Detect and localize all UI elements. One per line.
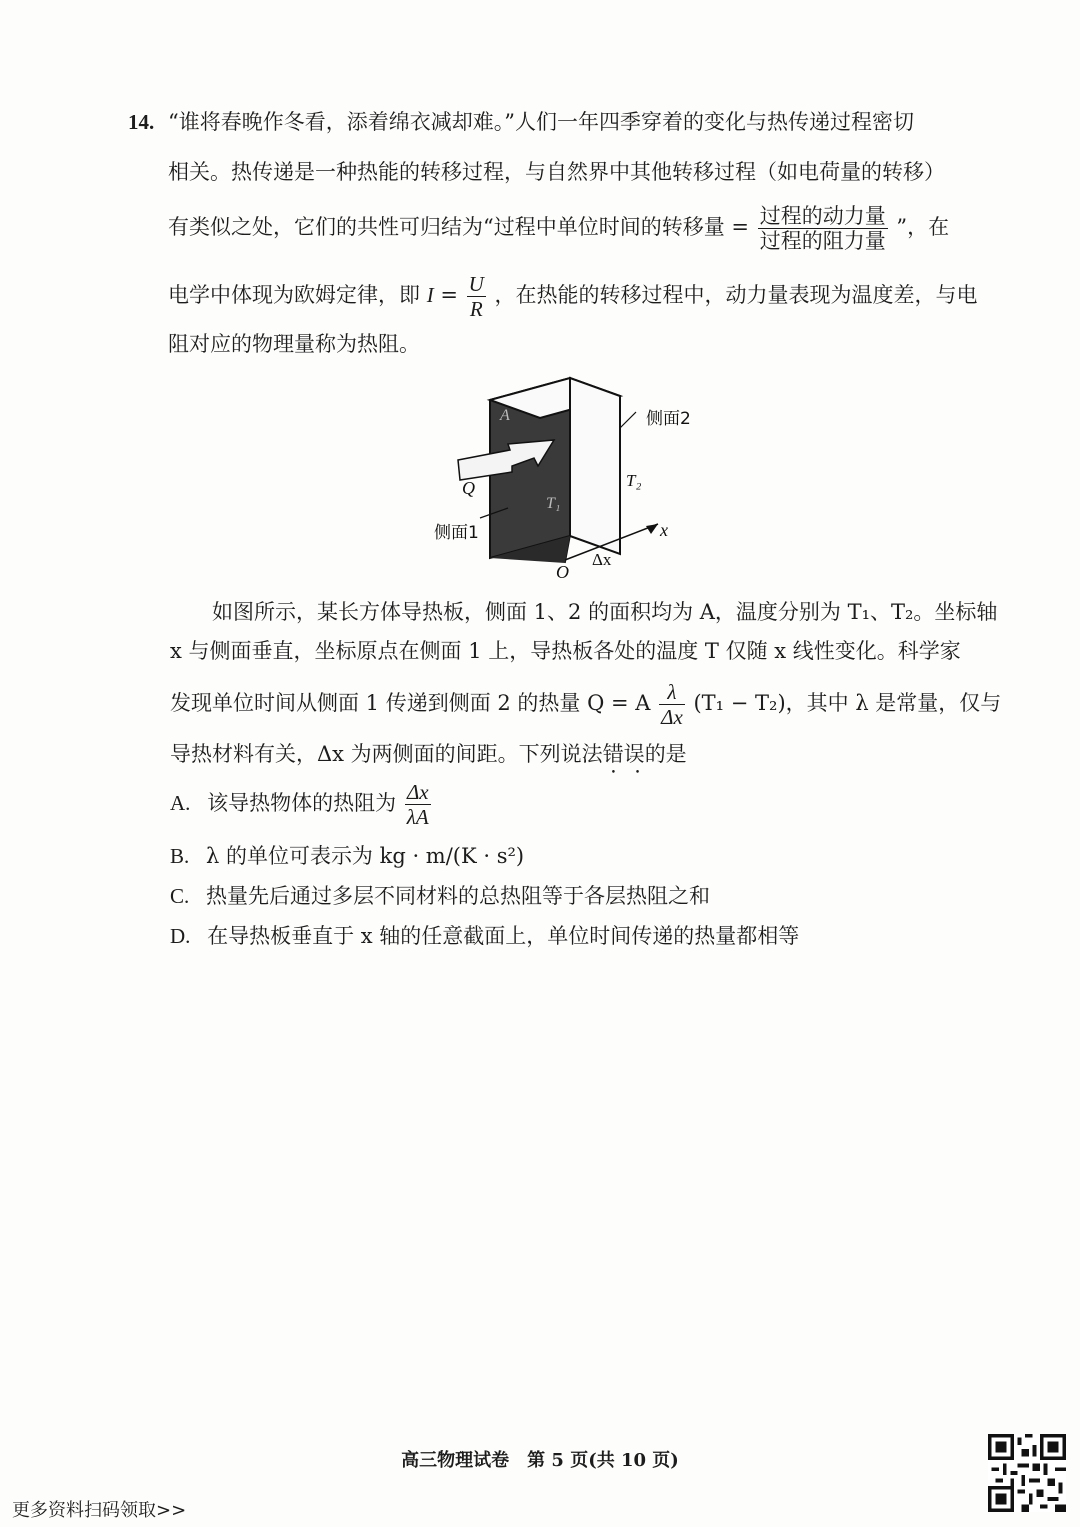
option-b-text: λ 的单位可表示为 kg · m/(K · s²) [205,844,525,868]
option-a[interactable] [170,780,433,829]
area-label: A [500,407,510,424]
option-a-text: 该导热物体的热阻为 [207,791,397,815]
option-c-label: C. [170,884,190,908]
transfer-fraction [758,204,888,253]
emphasis-word: 错误 • • [603,742,645,766]
line3-suffix: (T₁ − T₂)，其中 λ 是常量，仅与 [693,691,1002,715]
x-label: x [660,520,668,540]
equals-sign: = [440,283,458,307]
resistance-symbol: R [469,297,483,321]
t1-label: T₁ [546,495,561,512]
lambda-symbol: λ [659,680,685,705]
option-d[interactable] [170,920,799,950]
thermal-resistance-fraction [405,780,431,829]
option-d-text: 在导热板垂直于 x 轴的任意截面上，单位时间传递的热量都相等 [207,924,800,948]
face-2-leader [620,412,636,428]
question-line-2: 相关。热传递是一种热能的转移过程，与自然界中其他转移过程（如电荷量的转移） [168,160,945,184]
face-1-label: 侧面1 [434,523,479,543]
voltage-symbol: U [468,272,484,296]
face-2-label: 侧面2 [646,409,691,429]
option-c[interactable] [170,880,710,910]
option-b[interactable] [170,840,524,870]
qr-code-icon[interactable] [988,1434,1066,1512]
question-number: 14. [128,110,155,134]
line4-prefix: 电学中体现为欧姆定律，即 [168,283,420,307]
heat-label: Q [462,478,475,498]
line4-suffix: 的是 [644,742,687,766]
question-line-5: 阻对应的物理量称为热阻。 [168,332,420,356]
ohm-fraction [467,272,486,321]
dx-symbol: Δx [661,705,683,729]
option-a-label: A. [170,791,191,815]
description-line-4 [170,738,960,768]
line4-suffix: ，在热能的转移过程中，动力量表现为温度差，与电 [494,283,978,307]
line4-prefix: 导热材料有关，Δx 为两侧面的间距。下列说法 [170,742,603,766]
description-line-1: 如图所示，某长方体导热板，侧面 1、2 的面积均为 A，温度分别为 T₁、T₂。坐标轴 [212,600,998,624]
question-line-1: “谁将春晚作冬看，添着绵衣减却难。”人们一年四季穿着的变化与热传递过程密切 [168,110,914,134]
t2-label: T₂ [626,471,642,490]
promo-note[interactable]: 更多资料扫码领取>> [12,1500,187,1521]
description-line-2: x 与侧面垂直，坐标原点在侧面 1 上，导热板各处的温度 T 仅随 x 线性变化。科学家 [170,639,961,663]
option-b-label: B. [170,844,190,868]
heat-plate-figure [420,368,720,583]
question-line-3 [168,204,949,253]
option-c-text: 热量先后通过多层不同材料的总热阻等于各层热阻之和 [205,884,710,908]
line3-prefix: 发现单位时间从侧面 1 传递到侧面 2 的热量 Q = A [170,691,651,715]
conduction-fraction [659,680,685,729]
option-a-numerator: Δx [405,780,431,805]
right-face [570,378,620,554]
description-line-3 [170,680,1002,729]
fraction-denominator: 过程的阻力量 [759,229,886,253]
origin-label: O [556,562,569,582]
fraction-numerator: 过程的动力量 [759,204,886,228]
x-axis-arrowhead [646,524,658,534]
current-symbol: I [426,283,434,307]
option-a-denominator: λA [406,805,429,829]
line3-prefix: 有类似之处，它们的共性可归结为“过程中单位时间的转移量 = [168,215,750,239]
question-line-4 [168,272,978,321]
line3-suffix: ”，在 [896,215,950,239]
page-footer: 高三物理试卷 第 5 页(共 10 页) [401,1450,679,1471]
option-d-label: D. [170,924,191,948]
dx-label: Δx [592,550,612,569]
